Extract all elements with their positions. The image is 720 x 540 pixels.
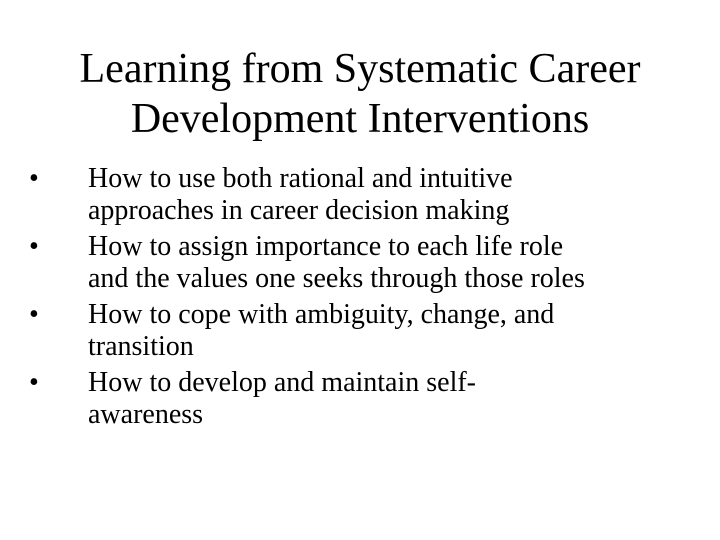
bullet-text-line: How to assign importance to each life role	[88, 231, 564, 262]
bullet-item-ambiguity	[28, 299, 688, 363]
bullet-text-line: and the values one seeks through those roles	[88, 263, 585, 294]
bullet-point-icon: •	[29, 299, 39, 330]
bullet-text-line: approaches in career decision making	[88, 195, 510, 226]
bullet-text-line: How to develop and maintain self-	[88, 367, 477, 398]
bullet-item-life-role	[28, 231, 688, 295]
bullet-point-icon: •	[29, 367, 39, 398]
bullet-point-icon: •	[29, 231, 39, 262]
bullet-text-line: How to cope with ambiguity, change, and	[88, 299, 555, 330]
slide-title-line-2: Development Interventions	[130, 96, 590, 142]
slide-title	[36, 44, 684, 144]
bullet-text-line: awareness	[88, 399, 204, 430]
bullet-text-line: transition	[88, 331, 194, 362]
bullet-text-line: How to use both rational and intuitive	[88, 163, 513, 194]
bullet-item-rational-intuitive	[28, 163, 688, 227]
bullet-list	[28, 163, 688, 431]
slide-title-line-1: Learning from Systematic Career	[79, 46, 641, 92]
bullet-point-icon: •	[29, 163, 39, 194]
bullet-item-self-awareness	[28, 367, 688, 431]
